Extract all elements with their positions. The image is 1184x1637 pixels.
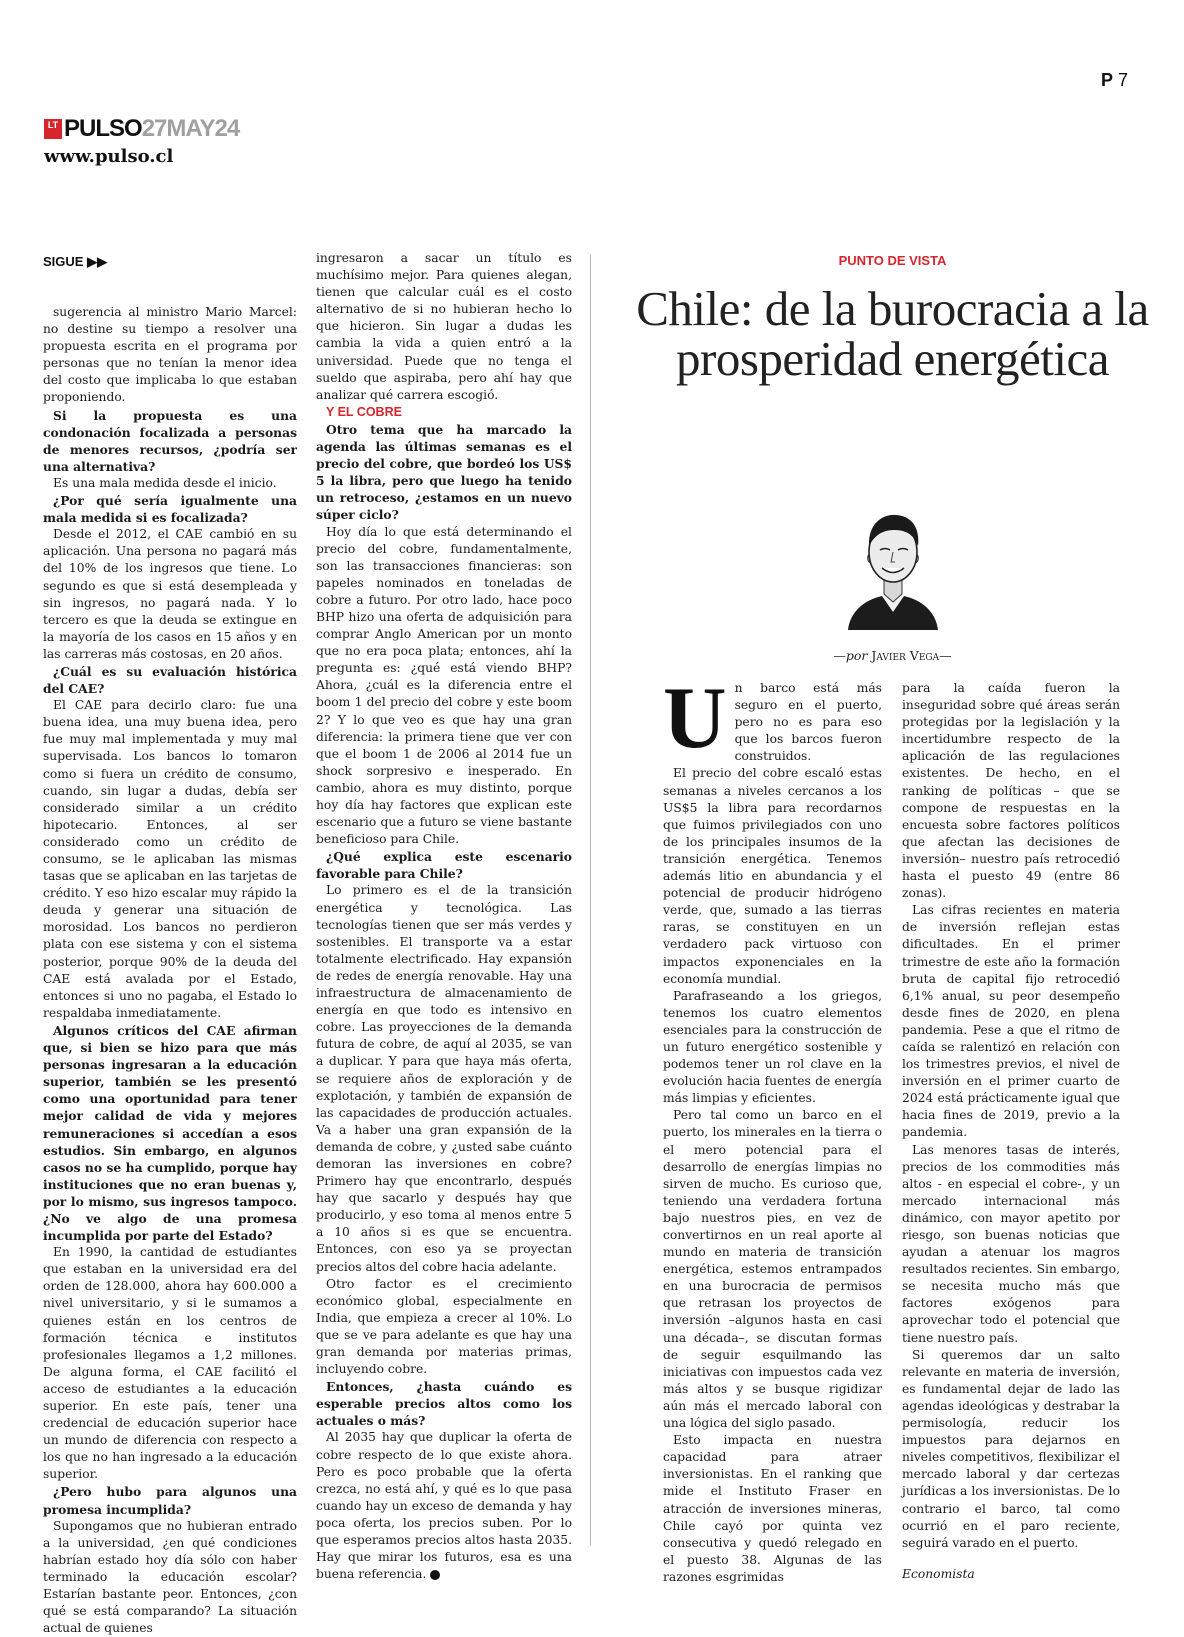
author-title: Economista xyxy=(902,1566,975,1581)
question: Algunos críticos del CAE afirman que, si bien se hizo para que más personas ingresaran a la educación superior, también se les presentó como una oportunidad para tener mejor calidad de vida y mejores remuneraciones si accedían a esos estudios. Sin embargo, en algunos casos no se ha cumplido, porque hay instituciones que no eran buenas y, por lo mismo, sus ingresos tampoco. ¿No ve algo de una promesa incumplida por parte del Estado? xyxy=(43,1022,297,1244)
question: ¿Cuál es su evaluación histórica del CAE? xyxy=(43,663,297,697)
drop-cap: U xyxy=(663,670,727,767)
continued-label: SIGUE ▶▶ xyxy=(43,254,108,269)
section-name: PULSO xyxy=(64,115,142,142)
paragraph: En 1990, la cantidad de estudiantes que estaban en la universidad era del orden de 128.000, ahora hay 600.000 a nivel universitario, y si le sumamos a quienes están en los centros de formación técnica e institutos profesionales llegamos a 1,2 millones. De alguna forma, el CAE facilitó el acceso de estudiantes a la educación superior. En este país, tener una credencial de educación superior hace un mundo de diferencia con respecto a los que no han ingresado a la educación superior. xyxy=(43,1245,297,1482)
paragraph: Es una mala medida desde el inicio. xyxy=(53,475,277,490)
paragraph: Esto impacta en nuestra capacidad para atraer inversionistas. En el ranking que mide el Instituto Fraser en atracción de inversiones mineras, Chile cayó por quinta vez consecutiva y quedó relegado en el puesto 38. Algunas de las razones esgrimidas xyxy=(663,1433,882,1584)
paragraph: para la caída fueron la inseguridad sobre qué áreas serán protegidas por la legislación y la incertidumbre respecto de la aplicación de las regulaciones existentes. De hecho, en el ranking de políticas – que se compone de respuestas en la encuesta sobre factores políticos que afectan las decisiones de inversión– nuestro país retrocedió hasta el puesto 49 (entre 86 zonas). xyxy=(902,681,1120,901)
question: ¿Pero hubo para algunos una promesa incumplida? xyxy=(43,1484,297,1517)
paragraph: Supongamos que no hubieran entrado a la universidad, ¿en qué condiciones habrían estado hoy día sólo con haber terminado la educación escolar? Estarían bastante peor. Entonces, ¿con qué se está comparando? La situación actual de quienes xyxy=(43,1518,297,1636)
paragraph: Parafraseando a los griegos, tenemos los cuatro elementos esenciales para la construcción de un futuro energético sostenible y podemos tener un rol clave en la evolución hacia fuentes de energía más limpias y eficientes. xyxy=(663,988,882,1106)
interview-column-2 xyxy=(316,250,572,1583)
paragraph: El precio del cobre escaló estas semanas a niveles cercanos a los US$5 la libra para recordarnos que fuimos privilegiados con uno de los principales insumos de la transición energética. Tenemos además litio en abundancia y el potencial de producir hidrógeno verde, que, sumado a las tierras raras, se constituyen en un verdadero pack virtuoso con impactos exponenciales en la economía mundial. xyxy=(663,766,882,986)
paragraph: Desde el 2012, el CAE cambió en su aplicación. Una persona no pagará más del 10% de los ingresos que tiene. Lo segundo es que si está desempleada y sin ingresos, no pagará nada. Y lo tercero es que la deuda se extingue en la mayoría de los casos en 15 años y en las carreras más costosas, en 20 años. xyxy=(43,527,297,661)
opinion-column-2 xyxy=(902,680,1120,1583)
author-portrait xyxy=(838,500,948,630)
question: Si la propuesta es una condonación focalizada a personas de menores recursos, ¿podría ser una alternativa? xyxy=(43,407,297,474)
question: ¿Por qué sería igualmente una mala medida si es focalizada? xyxy=(43,493,297,526)
masthead xyxy=(44,115,239,143)
paragraph: sugerencia al ministro Mario Marcel: no destine su tiempo a resolver una propuesta escrita en el programa por personas que no tenían la menor idea del costo que implicaba lo que estaban proponiendo. xyxy=(43,305,297,405)
byline: —por Javier Vega— xyxy=(833,648,952,663)
paragraph: Otro factor es el crecimiento económico global, especialmente en India, que empieza a crecer al 10%. Lo que se ve para adelante es que hay una gran demanda por materias primas, incluyendo cobre. xyxy=(316,1276,572,1377)
question: Entonces, ¿hasta cuándo es esperable precios altos como los actuales o más? xyxy=(316,1379,572,1429)
question: Otro tema que ha marcado la agenda las últimas semanas es el precio del cobre, que bordeó los US$ 5 la libra, pero que luego ha tenido un retroceso, ¿estamos en un nuevo súper ciclo? xyxy=(316,421,572,523)
page-number: P 7 xyxy=(1100,70,1128,90)
paragraph: Hoy día lo que está determinando el precio del cobre, fundamentalmente, son las transacciones financieras: son papeles nominados en toneladas de cobre a futuro. Por otro lado, hace poco BHP hizo una oferta de adquisición para comprar Anglo American por un monto que no era poca plata; entonces, ahí la pregunta es: ¿qué está viendo BHP? Ahora, ¿cuál es la diferencia entre el boom 1 del precio del cobre y este boom 2? Y lo que veo es que hay una gran diferencia: la primera tiene que ver con que el boom 1 de 2006 al 2014 fue un shock sorpresivo e inesperado. En cambio, ahora es muy distinto, porque hoy día hay factores que explican este escenario que a futuro se viene bastante beneficioso para Chile. xyxy=(316,524,572,847)
paragraph: Las cifras recientes en materia de inversión reflejan estas dificultades. En el primer trimestre de este año la formación bruta de capital fijo retrocedió 6,1% anual, su peor desempeño desde fines de 2020, en plena pandemia. Pese a que el ritmo de caída se ralentizó en relación con los trimestres previos, el nivel de inversión en el primer cuarto de 2024 está prácticamente igual que hacia fines de 2019, previo a la pandemia. xyxy=(902,903,1120,1140)
paragraph: El CAE para decirlo claro: fue una buena idea, una muy buena idea, pero fue muy mal implementada y muy mal supervisada. Los bancos lo tomaron como si fuera un crédito de consumo, cuando, sin lugar a dudas, debía ser considerado similar a un crédito hipotecario. Entonces, al ser considerado como un crédito de consumo, se le aplicaban las mismas tasas que se aplicaban en las tarjetas de crédito. Y eso hizo escalar muy rápido la deuda y generar una situación de morosidad. Los bancos no perdieron plata con ese sistema y con el sistema posterior, porque 90% de la deuda del CAE está avalada por el Estado, entonces si uno no pagaba, el Estado lo respaldaba inmediatamente. xyxy=(43,698,297,1020)
subheading: Y EL COBRE xyxy=(326,404,402,419)
interview-column-1 xyxy=(43,304,297,1637)
paragraph: Pero tal como un barco en el puerto, los minerales en la tierra o el mero potencial para el desarrollo de energías limpias no sirven de mucho. Es curioso que, teniendo una verdadera fortuna bajo nuestros pies, en vez de convertirnos en un real aporte al mundo en materia de transición energética, estemos entrampados en una burocracia de permisos que retrasan los proyectos de inversión –algunos hasta en casi una década–, se discutan formas de seguir esquilmando las iniciativas con impuestos cada vez más altos y se busque rigidizar aún más el mercado laboral con una lógica del siglo pasado. xyxy=(663,1108,882,1431)
headline: Chile: de la burocracia a la prosperidad energética xyxy=(636,281,1149,386)
question: ¿Qué explica este escenario favorable para Chile? xyxy=(316,849,572,882)
paragraph: Al 2035 hay que duplicar la oferta de cobre respecto de lo que existe ahora. Pero es poco probable que la oferta crezca, no está ahí, y qué es lo que pasa cuando hay un exceso de demanda y hay poca oferta, los precios suben. Por lo que esperamos precios altos hasta 2035. Hay que mirar los futuros, esa es una buena referencia. P xyxy=(316,1430,572,1582)
website-link[interactable]: www.pulso.cl xyxy=(44,146,174,167)
issue-date: 27MAY24 xyxy=(141,115,240,142)
section-kicker: PUNTO DE VISTA xyxy=(838,253,947,268)
paragraph: Si queremos dar un salto relevante en materia de inversión, es fundamental dejar de lado las agendas ideológicas y destrabar la permisología, reducir los impuestos para dejarnos en niveles competitivos, flexibilizar el mercado laboral y dar certezas jurídicas a los inversionistas. De lo contrario el barco, tal como ocurrió en el paro reciente, seguirá varado en el puerto. xyxy=(902,1347,1120,1550)
la-tercera-logo-icon: LT xyxy=(44,119,62,139)
author-name: Javier Vega xyxy=(871,648,940,663)
paragraph: ingresaron a sacar un título es muchísimo mejor. Para quienes alegan, tienen que calcular cuál es el costo alternativo de si no hubieran hecho lo que hicieron. Sin lugar a dudas les cambia la vida a quien entró a la universidad. Puede que no tenga el sueldo que aspiraba, pero ahí hay que analizar qué carrera escogió. xyxy=(316,251,572,402)
paragraph: Lo primero es el de la transición energética y tecnológica. Las tecnologías tienen que ser más verdes y sostenibles. El transporte va a estar totalmente electrificado. Hay expansión de redes de energía renovable. Hay una infraestructura de almacenamiento de energía en que todo es intensivo en cobre. Las proyecciones de la demanda futura de cobre, de aquí al 2035, se van a duplicar. Y para que haya más oferta, se requiere años de exploración y de explotación, y también de expansión de las capacidades de producción actuales. Va a haber una gran expansión de la demanda de cobre, y ¿usted sabe cuánto demoran las inversiones en cobre? Primero hay que encontrarlo, después hay que sacarlo y después hay que producirlo, y eso toma al menos entre 5 a 10 años si es que se encuentra. Entonces, con eso ya se proyectan precios altos del cobre hacia adelante. xyxy=(316,883,572,1274)
lead-paragraph: n barco está más seguro en el puerto, pero no es para eso que los barcos fueron construidos. xyxy=(734,681,882,764)
column-divider xyxy=(590,255,591,1545)
end-mark-icon: P xyxy=(430,1570,440,1580)
opinion-column-1 xyxy=(663,670,882,1586)
paragraph: Las menores tasas de interés, precios de los commodities más altos - en especial el cobre-, y un mercado internacional más dinámico, con mayor apetito por riesgo, son buenas noticias que ayudan a atenuar los magros resultados recientes. Sin embargo, se necesita mucho más que factores exógenos para aprovechar todo el potencial que tiene nuestro país. xyxy=(902,1142,1120,1345)
